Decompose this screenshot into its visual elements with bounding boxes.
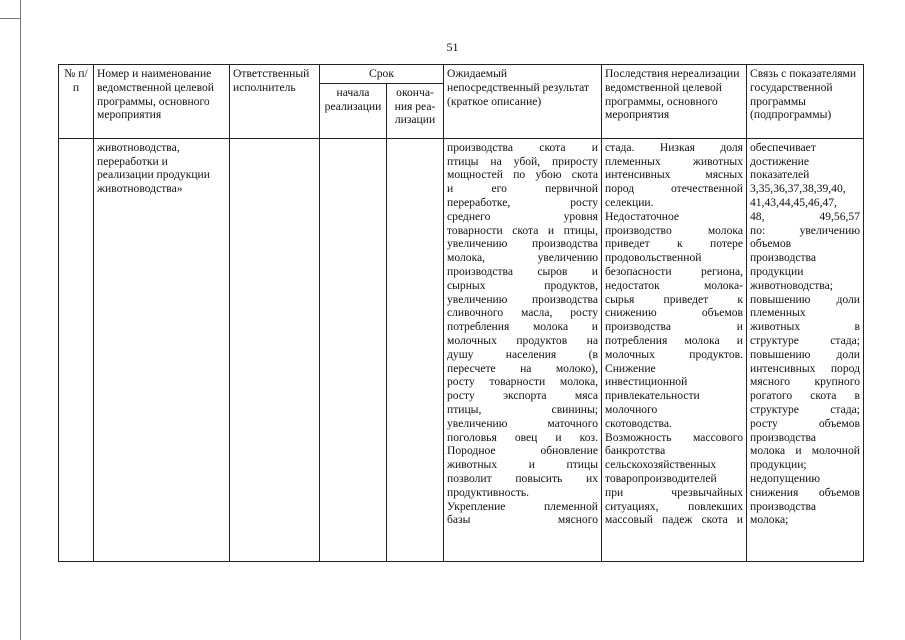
table-row: [59, 138, 864, 561]
cell-consequences: стада. Низкая доля племенных животных интенсивных мясных пород отечественной селекции. Недостаточное производство молока приведет к потере продовольственной безопасности региона, недостаток молока- сырья приведет к снижению объемов производства и потребления молока и молочных продуктов. Снижение инвестиционной привлекательности молочного скотоводства. Возможность массового банкротства сельскохозяйственных товаропроизводителей при чрезвычайных ситуациях, повлекших массовый падеж скота и: [602, 138, 747, 561]
page-number: 51: [446, 40, 459, 54]
header-expected-result: Ожидаемый непосредственный результат (краткое описание): [444, 65, 602, 139]
cell-expected-result: производства скота и птицы на убой, приросту мощностей по убою скота и его первичной переработке, росту среднего уровня товарности скота и птицы, увеличению производства молока, увеличению производства сыров и сырных продуктов, увеличению производства сливочного масла, росту потребления молока и молочных продуктов на душу населения (в пересчете на молоко), росту товарности молока, росту экспорта мяса птицы, свинины; увеличению маточного поголовья овец и коз. Породное обновление животных и птицы позволит повысить их продуктивность. Укрепление племенной базы мясного: [444, 138, 602, 561]
header-start-date: начала реализации: [320, 83, 387, 138]
cell-start-date: [320, 138, 387, 561]
header-indicator-link: Связь с показателями государственной программы (подпрограммы): [747, 65, 864, 139]
cell-number: [59, 138, 94, 561]
header-end-date: оконча-ния реа-лизации: [387, 83, 444, 138]
cell-end-date: [387, 138, 444, 561]
cell-program-name: животноводства, переработки и реализации продукции животноводства»: [94, 138, 230, 561]
header-consequences: Последствия нереализации ведомственной целевой программы, основного мероприятия: [602, 65, 747, 139]
header-number: № п/п: [59, 65, 94, 139]
header-row: [59, 65, 864, 84]
program-table: [58, 64, 864, 562]
cell-executor: [230, 138, 320, 561]
page-corner-line: [0, 18, 20, 19]
header-executor: Ответственный исполнитель: [230, 65, 320, 139]
header-term: Срок: [320, 65, 444, 84]
cell-indicator-link: обеспечивает достижение показателей 3,35,36,37,38,39,40, 41,43,44,45,46,47, 48, 49,56,57 по: увеличению объемов производства продукции животноводства; повышению доли племенных животных в структуре стада; повышению доли интенсивных пород мясного крупного рогатого скота в структуре стада; росту объемов производства молока и молочной продукции; недопущению снижения объемов производства молока;: [747, 138, 864, 561]
page-edge-line: [20, 0, 21, 640]
header-program-name: Номер и наименование ведомственной целевой программы, основного мероприятия: [94, 65, 230, 139]
